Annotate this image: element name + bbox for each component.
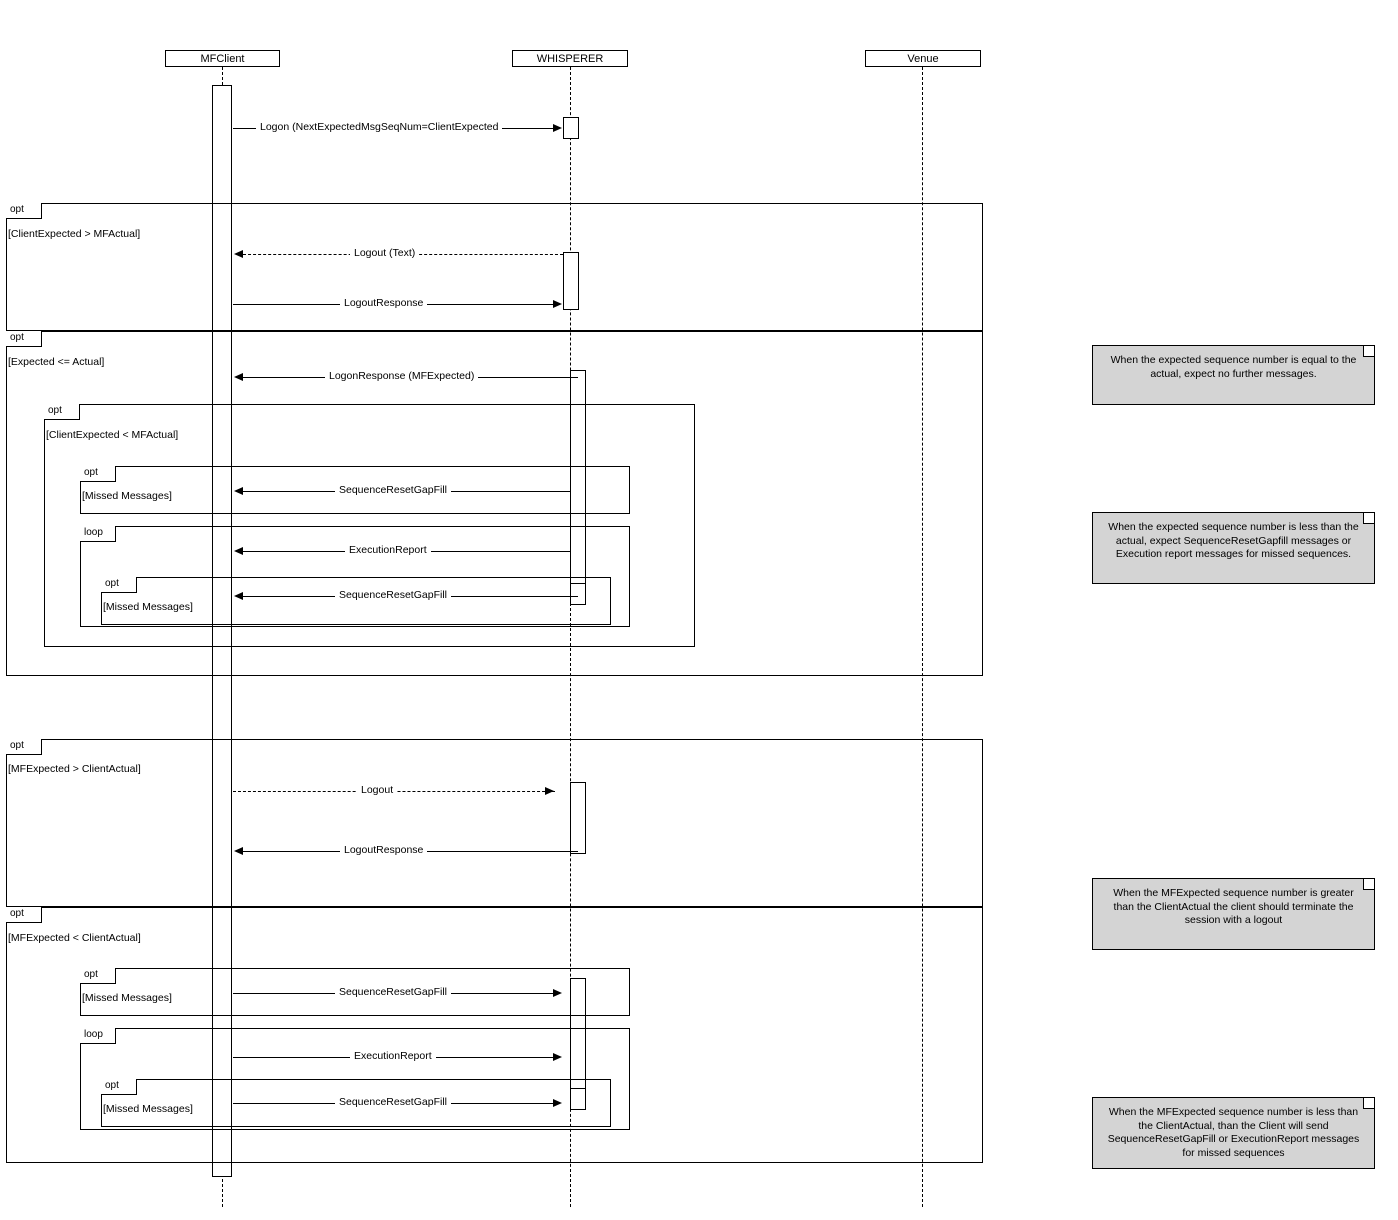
arrow-left-icon [234,547,243,555]
message-label-logoutresponse-1: LogoutResponse [340,297,427,309]
fragment-operator-label: opt [6,331,42,347]
lifeline-head-venue[interactable]: Venue [865,50,981,67]
fragment-operator-label: opt [44,404,80,420]
message-label-gapfill-1: SequenceResetGapFill [335,484,451,496]
arrow-right-icon [553,1099,562,1107]
fragment-opt-clientexpected-gt-mfactual [6,203,983,331]
note-fold-icon [1363,1098,1374,1109]
fragment-operator-label: opt [101,577,137,593]
note-text: When the expected sequence number is equal to the actual, expect no further messages. [1110,354,1357,380]
note-mfexpected-greater-than-clientactual [1092,878,1375,950]
note-expected-equals-actual [1092,345,1375,405]
message-label-logonresponse: LogonResponse (MFExpected) [325,370,478,382]
fragment-operator-label: loop [80,526,116,542]
fragment-operator-label: opt [101,1079,137,1095]
message-label-executionreport-1: ExecutionReport [345,544,431,556]
fragment-guard-label: [MFExpected < ClientActual] [8,932,141,944]
fragment-operator-label: opt [6,739,42,755]
note-text: When the MFExpected sequence number is greater than the ClientActual the client should terminate the session with a logout [1113,887,1354,926]
fragment-operator-label: opt [6,203,42,219]
fragment-guard-label: [Expected <= Actual] [8,356,105,368]
fragment-operator-label: opt [80,968,116,984]
arrow-left-icon [234,592,243,600]
arrow-left-icon [234,250,243,258]
message-label-logon: Logon (NextExpectedMsgSeqNum=ClientExpected [256,121,502,133]
fragment-guard-label: [Missed Messages] [103,1103,193,1115]
note-fold-icon [1363,346,1374,357]
arrow-left-icon [234,487,243,495]
arrow-right-icon [545,787,554,795]
message-label-logout: Logout [357,784,397,796]
message-label-gapfill-4: SequenceResetGapFill [335,1096,451,1108]
note-expected-less-than-actual [1092,512,1375,584]
lifeline-head-whisperer[interactable]: WHISPERER [512,50,628,67]
note-fold-icon [1363,879,1374,890]
message-label-logout-text: Logout (Text) [350,247,419,259]
fragment-guard-label: [ClientExpected > MFActual] [8,228,141,240]
fragment-guard-label: [Missed Messages] [103,601,193,613]
arrow-right-icon [553,300,562,308]
message-label-executionreport-2: ExecutionReport [350,1050,436,1062]
arrow-right-icon [553,989,562,997]
arrow-right-icon [553,124,562,132]
arrow-left-icon [234,373,243,381]
note-fold-icon [1363,513,1374,524]
lifeline-head-mfclient[interactable]: MFClient [165,50,280,67]
fragment-operator-label: opt [80,466,116,482]
fragment-operator-label: opt [6,907,42,923]
fragment-guard-label: [Missed Messages] [82,490,172,502]
message-label-gapfill-2: SequenceResetGapFill [335,589,451,601]
arrow-right-icon [553,1053,562,1061]
fragment-guard-label: [MFExpected > ClientActual] [8,763,141,775]
fragment-opt-mfexpected-gt-clientactual [6,739,983,907]
fragment-guard-label: [ClientExpected < MFActual] [46,429,179,441]
message-label-logoutresponse-2: LogoutResponse [340,844,427,856]
note-text: When the MFExpected sequence number is less than the ClientActual, than the Client will send SequenceResetGapFill or ExecutionReport messages for missed sequences [1107,1106,1360,1159]
message-label-gapfill-3: SequenceResetGapFill [335,986,451,998]
fragment-operator-label: loop [80,1028,116,1044]
fragment-guard-label: [Missed Messages] [82,992,172,1004]
note-text: When the expected sequence number is less than the actual, expect SequenceResetGapfill messages or Execution report messages for missed sequences. [1108,521,1359,560]
note-mfexpected-less-than-clientactual [1092,1097,1375,1169]
activation-whisperer-logon [563,117,579,139]
arrow-left-icon [234,847,243,855]
